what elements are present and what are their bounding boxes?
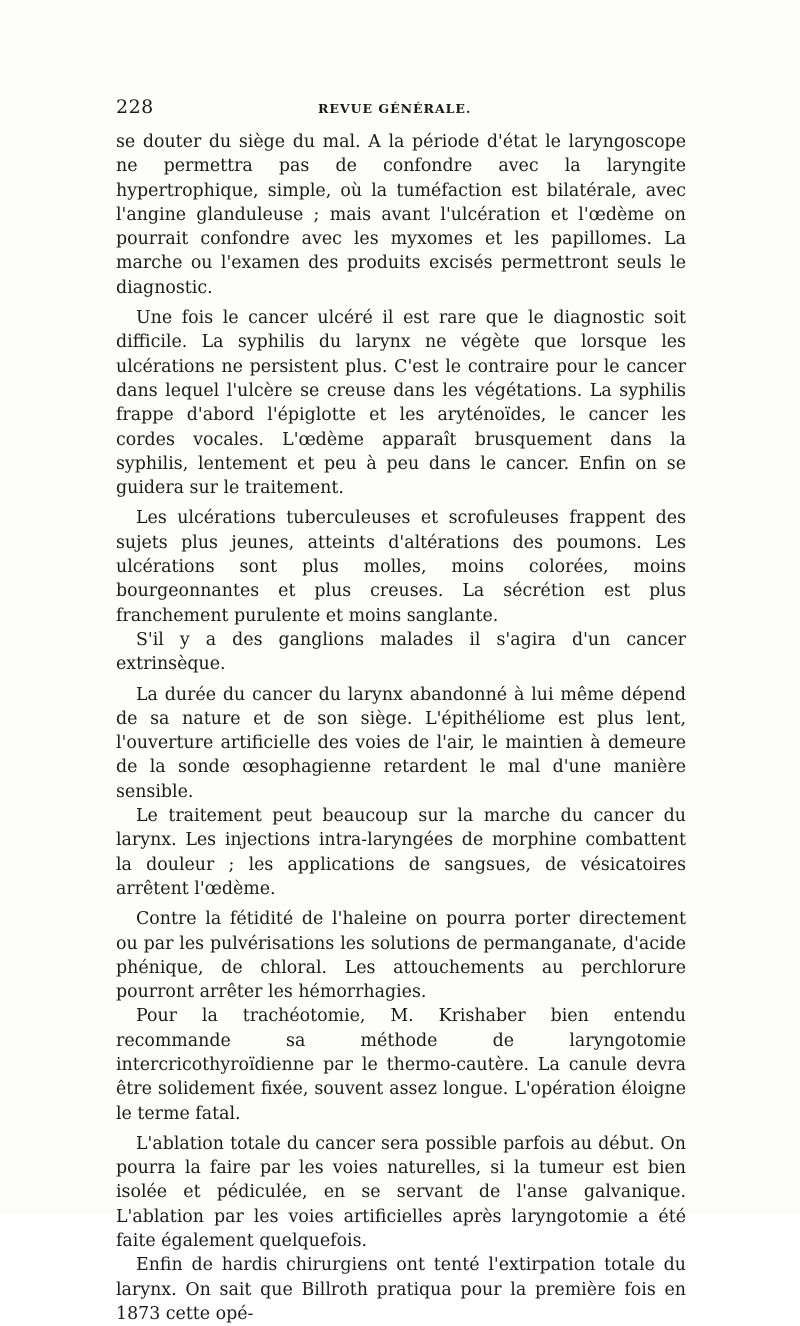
page-number: 228	[116, 96, 154, 118]
body-text	[116, 130, 686, 1326]
paragraph: se douter du siège du mal. A la période d'état le laryngoscope ne permettra pas de confondre avec la laryngite hypertrophique, simple, où la tuméfaction est bilatérale, avec l'angine glanduleuse ; mais avant l'ulcération et l'œdème on pourrait confondre avec les myxomes et les papillomes. La marche ou l'examen des produits excisés permettront seuls le diagnostic.	[116, 132, 686, 298]
paragraph: L'ablation totale du cancer sera possible parfois au début. On pourra la faire par les voies naturelles, si la tumeur est bien isolée et pédiculée, en se servant de l'anse galvanique. L'ablation par les voies artificielles après laryngotomie a été faite également quelquefois.	[116, 1133, 686, 1252]
paragraph: Le traitement peut beaucoup sur la marche du cancer du larynx. Les injections intra-laryngées de morphine combattent la douleur ; les applications de sangsues, de vésicatoires arrêtent l'œdème.	[116, 806, 686, 899]
paragraph: Pour la trachéotomie, M. Krishaber bien entendu recommande sa méthode de laryngotomie intercricothyroïdienne par le thermo-cautère. La canule devra être solidement fixée, souvent assez longue. L'opération éloigne le terme fatal.	[116, 1006, 686, 1124]
page-header	[116, 96, 686, 122]
paragraph: La durée du cancer du larynx abandonné à lui même dépend de sa nature et de son siège. L'épithéliome est plus lent, l'ouverture artificielle des voies de l'air, le maintien à demeure de la sonde œsophagienne retardent le mal d'une manière sensible.	[116, 684, 686, 802]
running-title: REVUE GÉNÉRALE.	[318, 101, 472, 116]
paragraph: Les ulcérations tuberculeuses et scrofuleuses frappent des sujets plus jeunes, atteints d'altérations des poumons. Les ulcérations sont plus molles, moins colorées, moins bourgeonnantes et plus creuses. La sécrétion est plus franchement purulente et moins sanglante.	[116, 508, 686, 626]
paragraph: Une fois le cancer ulcéré il est rare que le diagnostic soit difficile. La syphilis du larynx ne végète que lorsque les ulcérations ne persistent plus. C'est le contraire pour le cancer dans lequel l'ulcère se creuse dans les végétations. La syphilis frappe d'abord l'épiglotte et les aryténoïdes, le cancer les cordes vocales. L'œdème apparaît brusquement dans la syphilis, lentement et peu à peu dans le cancer. Enfin on se guidera sur le traitement.	[116, 308, 686, 499]
paragraph: Enfin de hardis chirurgiens ont tenté l'extirpation totale du larynx. On sait que Billroth pratiqua pour la première fois en 1873 cette opé-	[116, 1255, 686, 1324]
paragraph: Contre la fétidité de l'haleine on pourra porter directement ou par les pulvérisations les solutions de permanganate, d'acide phénique, de chloral. Les attouchements au perchlorure pourront arrêter les hémorrhagies.	[116, 909, 686, 1003]
paragraph: S'il y a des ganglions malades il s'agira d'un cancer extrinsèque.	[116, 629, 686, 675]
